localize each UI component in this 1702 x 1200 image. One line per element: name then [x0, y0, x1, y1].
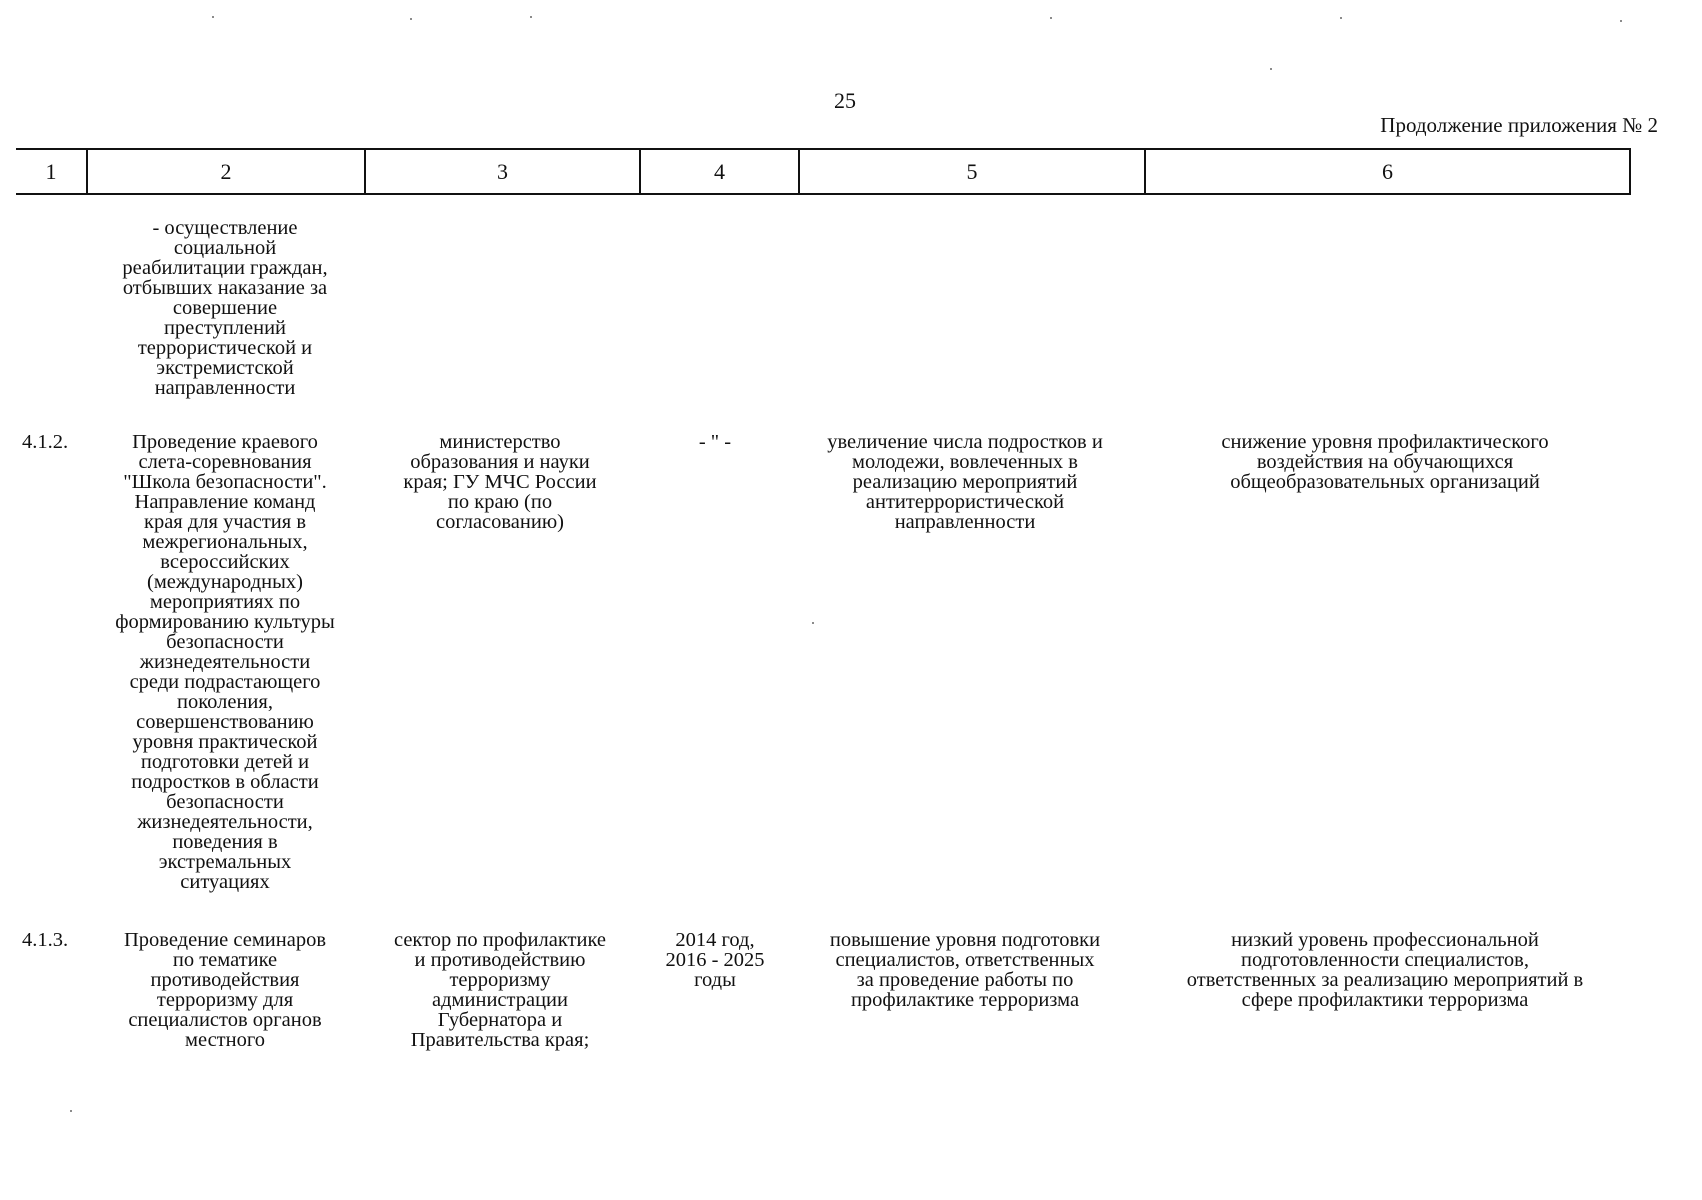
appendix-continuation-label: Продолжение приложения № 2 [1380, 113, 1658, 137]
item-number-cell: 4.1.2. [22, 431, 69, 453]
column-header-2: 2 [86, 150, 364, 193]
scan-speck [1050, 17, 1052, 19]
executor-cell: сектор по профилактике и противодействию терроризму администрации Губернатора и Правительства края; [393, 929, 607, 1051]
executor-cell: министерство образования и науки края; ГУ МЧС России по краю (по согласованию) [403, 431, 597, 533]
column-header-6: 6 [1144, 150, 1629, 193]
scan-speck [1270, 68, 1272, 70]
scan-speck [530, 16, 532, 18]
result-cell: увеличение числа подростков и молодежи, вовлеченных в реализацию мероприятий антитеррористической направленности [827, 431, 1103, 533]
scan-speck [70, 1110, 72, 1112]
result-cell: повышение уровня подготовки специалистов, ответственных за проведение работы по профилактике терроризма [829, 929, 1101, 1011]
scan-speck [212, 16, 214, 18]
column-header-3: 3 [364, 150, 639, 193]
measure-cell: Проведение семинаров по тематике противодействия терроризму для специалистов органов местного [123, 929, 327, 1051]
period-cell: - " - [698, 431, 732, 453]
column-header-1: 1 [45, 158, 57, 184]
scan-speck [812, 622, 814, 624]
measure-cell: - осуществление социальной реабилитации граждан, отбывших наказание за совершение преступлений террористической и экстремистской направленности [122, 217, 328, 399]
measure-cell: Проведение краевого слета-соревнования "Школа безопасности". Направление команд края для участия в межрегиональных, всероссийских (международных) мероприятиях по формированию культуры безопасности жизнедеятельности среди подрастающего поколения, совершенствованию уровня практической подготовки детей и подростков в области безопасности жизнедеятельности, поведения в экстремальных ситуациях [115, 431, 335, 893]
consequence-cell: низкий уровень профессиональной подготовленности специалистов, ответственных за реализацию мероприятий в сфере профилактики терроризма [1186, 929, 1584, 1011]
column-header-4: 4 [639, 150, 798, 193]
scan-speck [1620, 20, 1622, 22]
column-header-5: 5 [798, 150, 1144, 193]
scan-speck [1340, 17, 1342, 19]
item-number-cell: 4.1.3. [22, 929, 69, 951]
period-cell: 2014 год, 2016 - 2025 годы [665, 929, 765, 991]
table-header-row [16, 148, 1631, 195]
consequence-cell: снижение уровня профилактического воздействия на обучающихся общеобразовательных организаций [1221, 431, 1549, 493]
scan-speck [410, 18, 412, 20]
page-number: 25 [834, 88, 856, 113]
